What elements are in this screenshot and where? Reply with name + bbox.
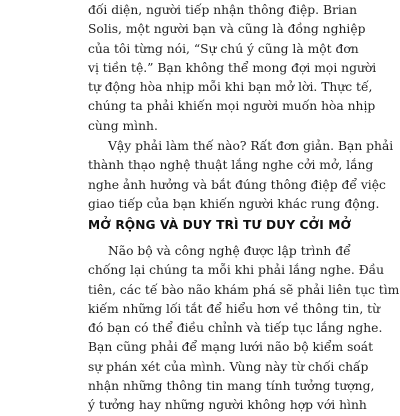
paragraph-line: cùng mình. <box>88 118 158 133</box>
paragraph-line: sự phán xét của mình. Vùng này từ chối chấp <box>88 359 369 374</box>
paragraph-line: giao tiếp của bạn khiến người khác rung động. <box>88 196 380 211</box>
paragraph-line: chúng ta phải khiến mọi người muốn hòa nhịp <box>88 99 376 114</box>
paragraph-continuation <box>88 1 377 136</box>
paragraph-line: đó bạn có thể điều chỉnh và tiếp tục lắng nghe. <box>88 321 383 336</box>
paragraph-line: chống lại chúng ta mỗi khi phải lắng nghe. Đầu <box>88 263 385 278</box>
paragraph <box>88 242 400 416</box>
paragraph-line: Solis, một người bạn và cũng là đồng nghiệp <box>88 22 366 37</box>
paragraph-line: nhận những thông tin mang tính tưởng tượng, <box>88 379 375 394</box>
paragraph-line: Bạn cũng phải để mạng lưới não bộ kiểm soát <box>88 340 374 355</box>
paragraph-line: tiên, các tế bào não khám phá sẽ phải liên tục tìm <box>88 282 400 297</box>
paragraph-line: kiếm những lối tắt để hiểu hơn về thông tin, từ <box>88 301 381 316</box>
paragraph-line: ý tưởng hay những người không hợp với hình <box>88 398 367 413</box>
paragraph-line: vị tiền tệ.” Bạn không thể mong đợi mọi người <box>88 60 377 75</box>
paragraph-line: của tôi từng nói, “Sự chú ý cũng là một đơn <box>88 41 359 56</box>
paragraph-line: Não bộ và công nghệ được lập trình để <box>108 244 351 258</box>
paragraph-line: tự động hòa nhịp mỗi khi bạn mở lời. Thực tế, <box>88 80 373 95</box>
paragraph-line: đối diện, người tiếp nhận thông điệp. Brian <box>88 3 358 17</box>
section-heading: MỞ RỘNG VÀ DUY TRÌ TƯ DUY CỞI MỞ <box>88 218 352 232</box>
paragraph-line: thành thạo nghệ thuật lắng nghe cởi mở, lắng <box>88 158 374 173</box>
paragraph <box>88 137 394 214</box>
paragraph-line: Vậy phải làm thế nào? Rất đơn giản. Bạn phải <box>108 139 394 153</box>
paragraph-line: nghe ảnh hưởng và bắt đúng thông điệp để việc <box>88 177 386 192</box>
